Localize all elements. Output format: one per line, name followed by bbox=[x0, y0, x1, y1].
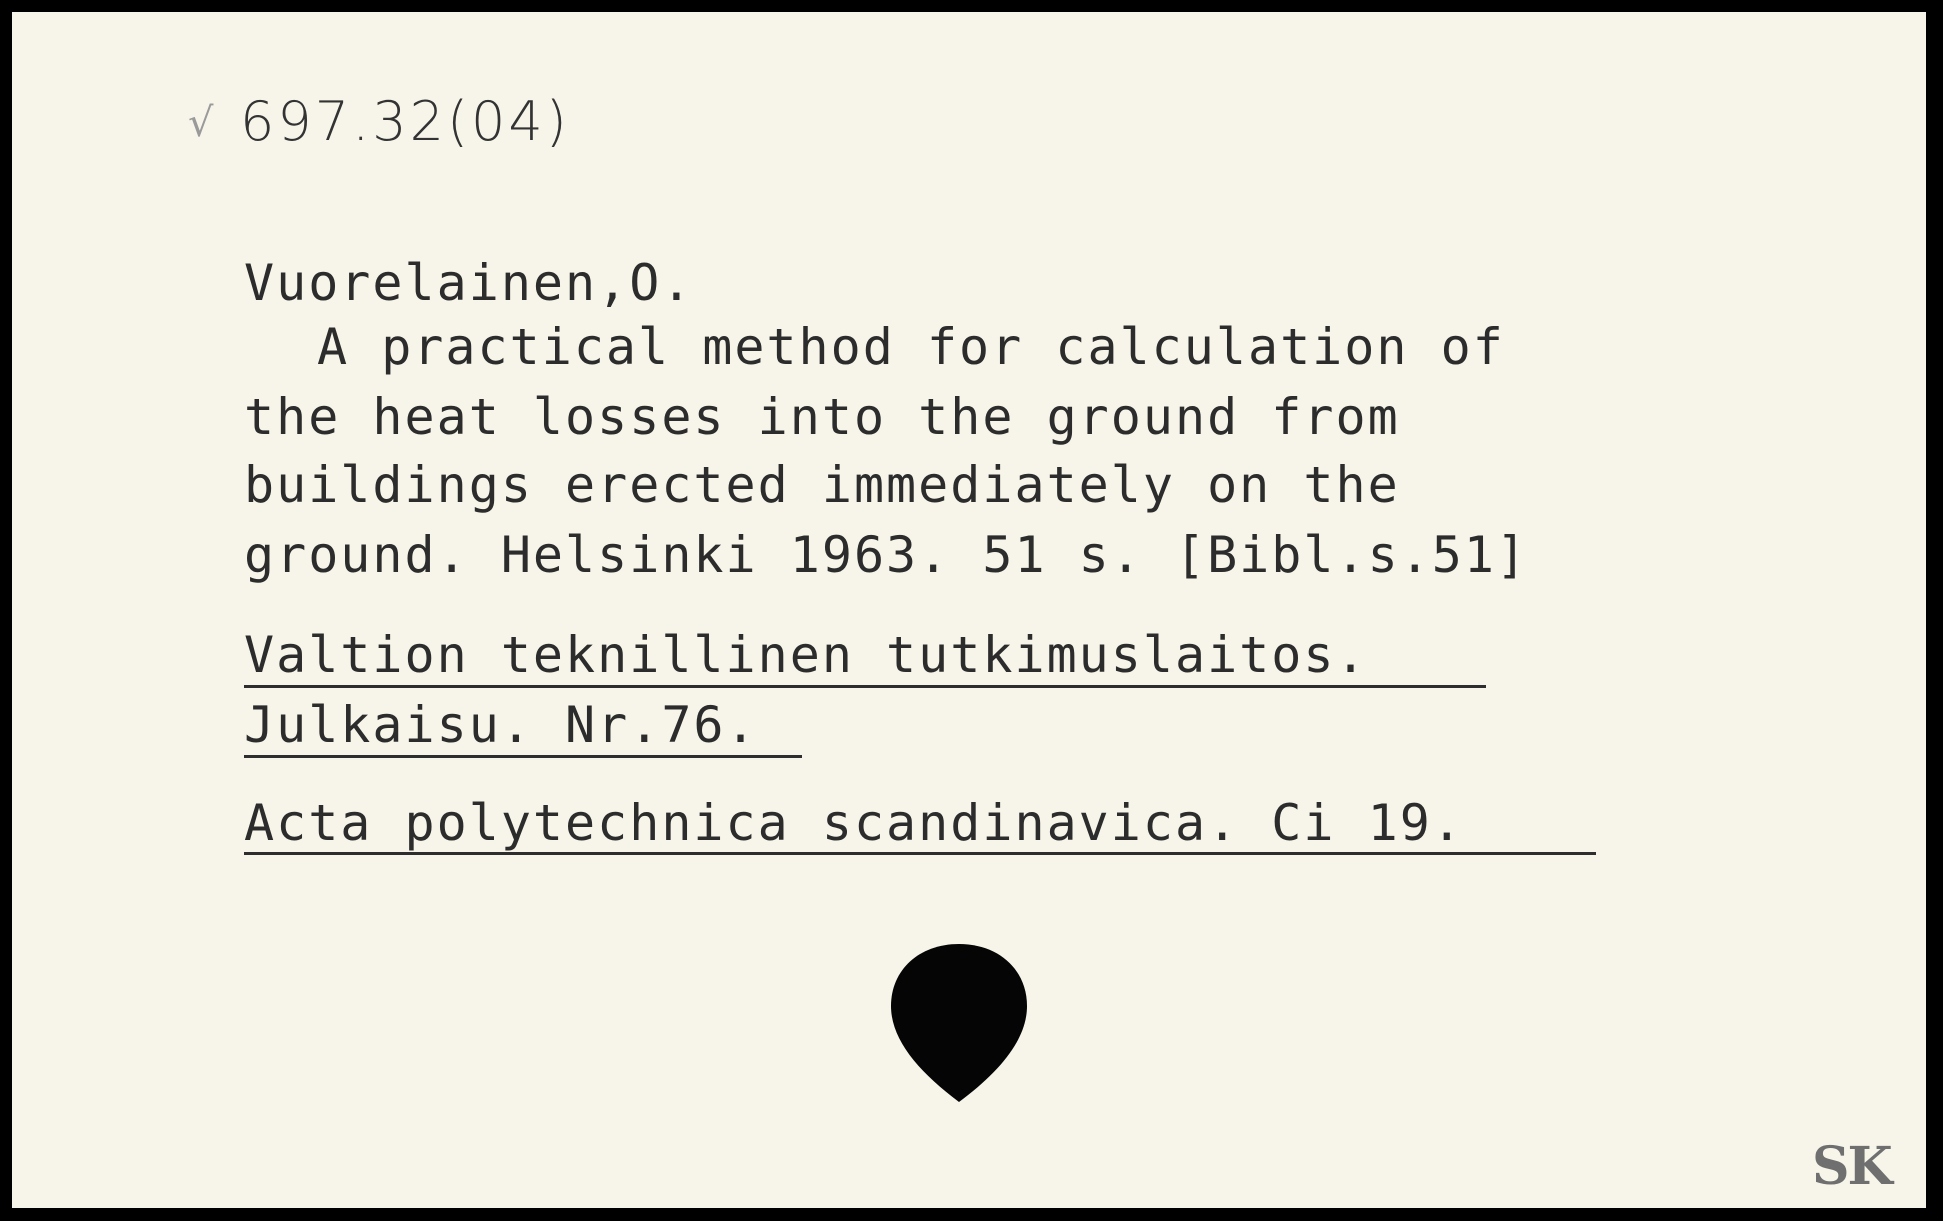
series-underline-2 bbox=[244, 755, 802, 758]
initials-stamp: SK bbox=[1812, 1136, 1891, 1197]
title-line-4: ground. Helsinki 1963. 51 s. [Bibl.s.51] bbox=[244, 526, 1529, 584]
check-mark: √ bbox=[188, 100, 214, 146]
catalog-card bbox=[12, 12, 1926, 1208]
author-name: Vuorelainen,O. bbox=[244, 254, 694, 312]
title-line-1: A practical method for calculation of bbox=[317, 318, 1505, 376]
series-line-2: Julkaisu. Nr.76. bbox=[244, 696, 758, 754]
call-number: 697.32(04) bbox=[240, 90, 570, 153]
title-line-3: buildings erected immediately on the bbox=[244, 456, 1400, 514]
punch-hole-icon bbox=[887, 940, 1031, 1106]
series-underline-1 bbox=[244, 685, 1486, 688]
series-line-3: Acta polytechnica scandinavica. Ci 19. bbox=[244, 794, 1464, 852]
series-line-1: Valtion teknillinen tutkimuslaitos. bbox=[244, 626, 1368, 684]
title-line-2: the heat losses into the ground from bbox=[244, 388, 1400, 446]
series-underline-3 bbox=[244, 852, 1596, 855]
